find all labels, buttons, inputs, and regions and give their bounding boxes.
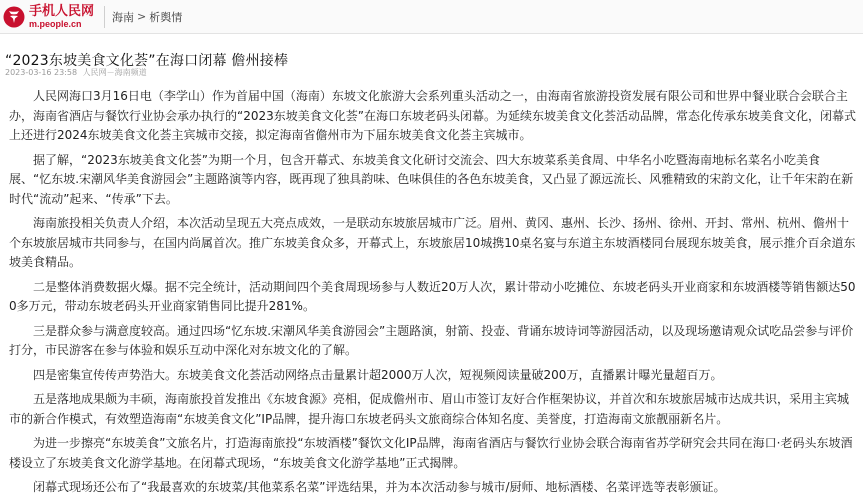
article-paragraph: 四是密集宣传传声势浩大。东坡美食文化荟活动网络点击量累计超2000万人次，短视频阅读量破200万，直播累计曝光量超百万。 <box>33 367 723 382</box>
article-date: 2023-03-16 23:58 <box>5 68 78 77</box>
site-logo[interactable] <box>2 0 94 33</box>
article-title: “2023东坡美食文化荟”在海口闭幕 儋州接棒 <box>5 53 289 70</box>
article-paragraph: 三是群众参与满意度较高。通过四场“忆东坡.宋潮风华美食游园会”主题路演，射箭、投壶、背诵东坡诗词等游园活动，以及现场邀请观众试吃品尝参与评价打分，市民游客在参与体验和娱乐互动中深化对东坡文化的了解。 <box>9 323 854 357</box>
header-divider <box>104 6 105 28</box>
article-paragraph: 海南旅投相关负责人介绍，本次活动呈现五大亮点成效，一是联动东坡旅居城市广泛。眉州、黄冈、惠州、长沙、扬州、徐州、开封、常州、杭州、儋州十个东坡旅居城市共同参与，在国内尚属首次。推广东坡美食众多，开幕式上，东坡旅居10城携10桌名宴与东道主东坡酒楼同台展现东坡美食，展示推介百余道东坡美食精品。 <box>9 216 856 269</box>
logo-url: m.people.cn <box>29 18 82 29</box>
top-header-bar <box>0 0 863 34</box>
logo-text <box>29 5 94 29</box>
article-paragraph: 为进一步擦亮“东坡美食”文旅名片，打造海南旅投“东坡酒楼”餐饮文化IP品牌，海南省酒店与餐饮行业协会联合海南省苏学研究会共同在海口·老码头东坡酒楼设立了东坡美食文化游学基地。在闭幕式现场，“东坡美食文化游学基地”正式揭牌。 <box>9 436 853 470</box>
people-logo-icon <box>2 5 26 29</box>
logo-title: 手机人民网 <box>29 3 95 19</box>
breadcrumb-item-hainan[interactable]: 海南 <box>112 10 135 24</box>
breadcrumb <box>112 9 182 25</box>
article-body <box>9 87 859 503</box>
article-meta <box>5 67 147 78</box>
article-paragraph: 闭幕式现场还公布了“我最喜欢的东坡菜/其他菜系名菜”评选结果，并为本次活动参与城市/厨师、地标酒楼、名菜评选等表彰颁证。 <box>33 480 726 494</box>
article-paragraph: 五是落地成果颇为丰硕，海南旅投首发推出《东坡食源》亮相，促成儋州市、眉山市签订友好合作框架协议，并首次和东坡旅居城市达成共识，采用主宾城市的新合作模式，有效塑造海南“东坡美食文化”IP品牌，提升海口东坡老码头文旅商综合体知名度、美誉度，打造海南文旅靓丽新名片。 <box>9 392 850 426</box>
article-paragraph: 人民网海口3月16日电（李学山）作为首届中国（海南）东坡文化旅游大会系列重头活动之一，由海南省旅游投资发展有限公司和世界中餐业联合会联合主办，海南省酒店与餐饮行业协会承办执行的“2023东坡美食文化荟”在海口东坡老码头闭幕。为延续东坡美食文化荟活动品牌，常态化传承东坡美食文化，闭幕式上还进行2024东坡美食文化荟主宾城市交接，拟定海南省儋州市为下届东坡美食文化荟主宾城市。 <box>9 89 856 142</box>
article-paragraph: 二是整体消费数据火爆。据不完全统计，活动期间四个美食周现场参与人数近20万人次，累计带动小吃摊位、东坡老码头开业商家和东坡酒楼等销售额达500多万元，带动东坡老码头开业商家销售同比提升281%。 <box>9 279 856 313</box>
article-paragraph: 据了解，“2023东坡美食文化荟”为期一个月，包含开幕式、东坡美食文化研讨交流会、四大东坡菜系美食周、中华名小吃暨海南地标名菜名小吃美食展、“忆东坡.宋潮风华美食游园会”主题路演等内容，既再现了独具韵味、色味俱佳的各色东坡美食，又凸显了源远流长、风雅精致的宋韵文化，让千年宋韵在新时代“流动”起来、“传承”下去。 <box>9 152 854 206</box>
breadcrumb-separator: > <box>137 10 147 23</box>
article-source: 人民网－海南频道 <box>82 68 147 77</box>
breadcrumb-item-public-opinion[interactable]: 析舆情 <box>149 10 183 24</box>
